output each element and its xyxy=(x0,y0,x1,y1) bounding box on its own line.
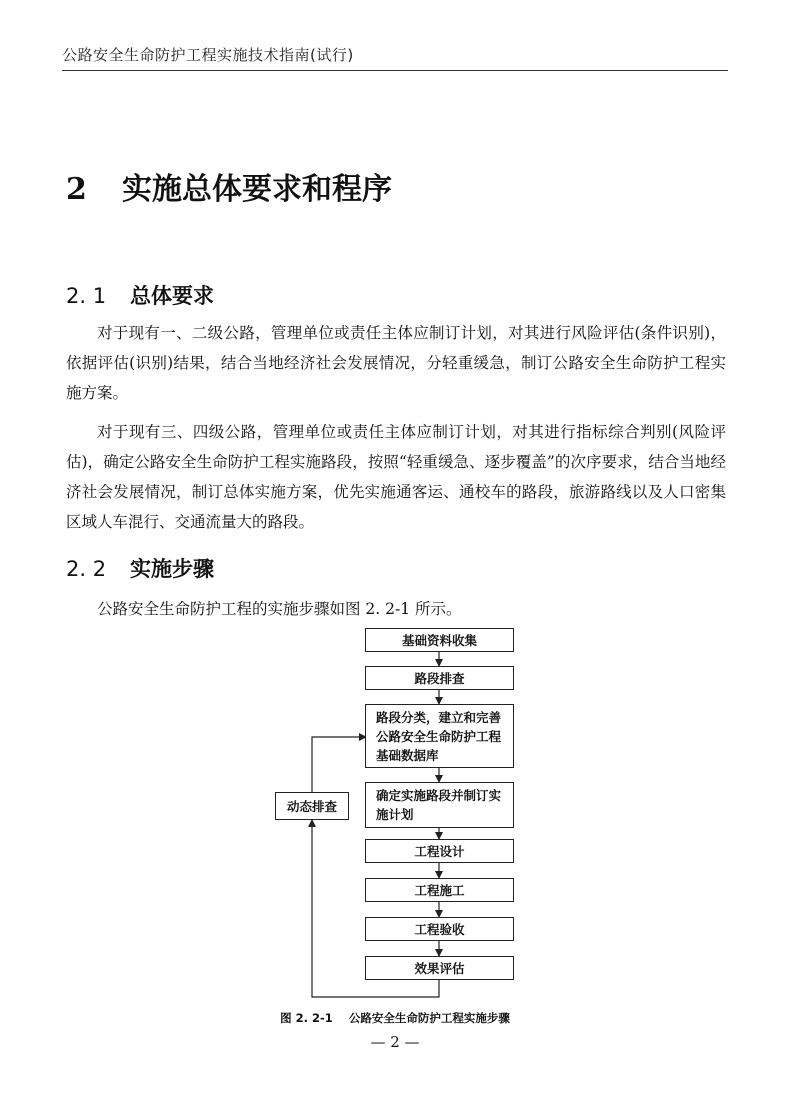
running-header: 公路安全生命防护工程实施技术指南(试行) xyxy=(62,46,354,64)
flow-step-design: 工程设计 xyxy=(365,839,514,863)
flow-step-data-collection: 基础资料收集 xyxy=(365,628,514,652)
chapter-heading xyxy=(66,164,392,208)
figure-number: 图 2. 2-1 xyxy=(280,1011,333,1025)
section-title: 总体要求 xyxy=(130,284,214,308)
section-heading-2-2 xyxy=(66,553,214,583)
section-number: 2. 2 xyxy=(66,557,107,581)
flow-step-evaluation: 效果评估 xyxy=(365,956,514,980)
section-number: 2. 1 xyxy=(66,284,107,308)
flow-step-plan: 确定实施路段并制订实施计划 xyxy=(365,782,514,828)
flow-step-classification-database: 路段分类，建立和完善公路安全生命防护工程基础数据库 xyxy=(365,704,514,768)
flow-step-construction: 工程施工 xyxy=(365,878,514,902)
page-number: — 2 — xyxy=(370,1033,420,1051)
flow-step-road-inspection: 路段排查 xyxy=(365,666,514,690)
chapter-number: 2 xyxy=(66,172,87,207)
flow-step-acceptance: 工程验收 xyxy=(365,917,514,941)
feedback-arrow xyxy=(312,737,366,792)
figure-caption-text: 公路安全生命防护工程实施步骤 xyxy=(348,1011,510,1025)
header-divider xyxy=(62,70,728,71)
figure-caption xyxy=(0,1010,790,1026)
section-title: 实施步骤 xyxy=(130,557,214,581)
paragraph: 对于现有一、二级公路，管理单位或责任主体应制订计划，对其进行风险评估(条件识别)，依据评估(识别)结果，结合当地经济社会发展情况，分轻重缓急，制订公路安全生命防护工程实施方案。 xyxy=(66,324,726,402)
flow-step-dynamic-inspection: 动态排查 xyxy=(275,792,349,820)
section-heading-2-1 xyxy=(66,280,214,310)
chapter-title: 实施总体要求和程序 xyxy=(122,172,392,207)
paragraph: 公路安全生命防护工程的实施步骤如图 2. 2-1 所示。 xyxy=(97,600,462,618)
paragraph: 对于现有三、四级公路，管理单位或责任主体应制订计划，对其进行指标综合判别(风险评估)，确定公路安全生命防护工程实施路段，按照“轻重缓急、逐步覆盖”的次序要求，结合当地经济社会发展情况，制订总体实施方案，优先实施通客运、通校车的路段，旅游路线以及人口密集区域人车混行、交通流量大的路段。 xyxy=(66,423,726,531)
